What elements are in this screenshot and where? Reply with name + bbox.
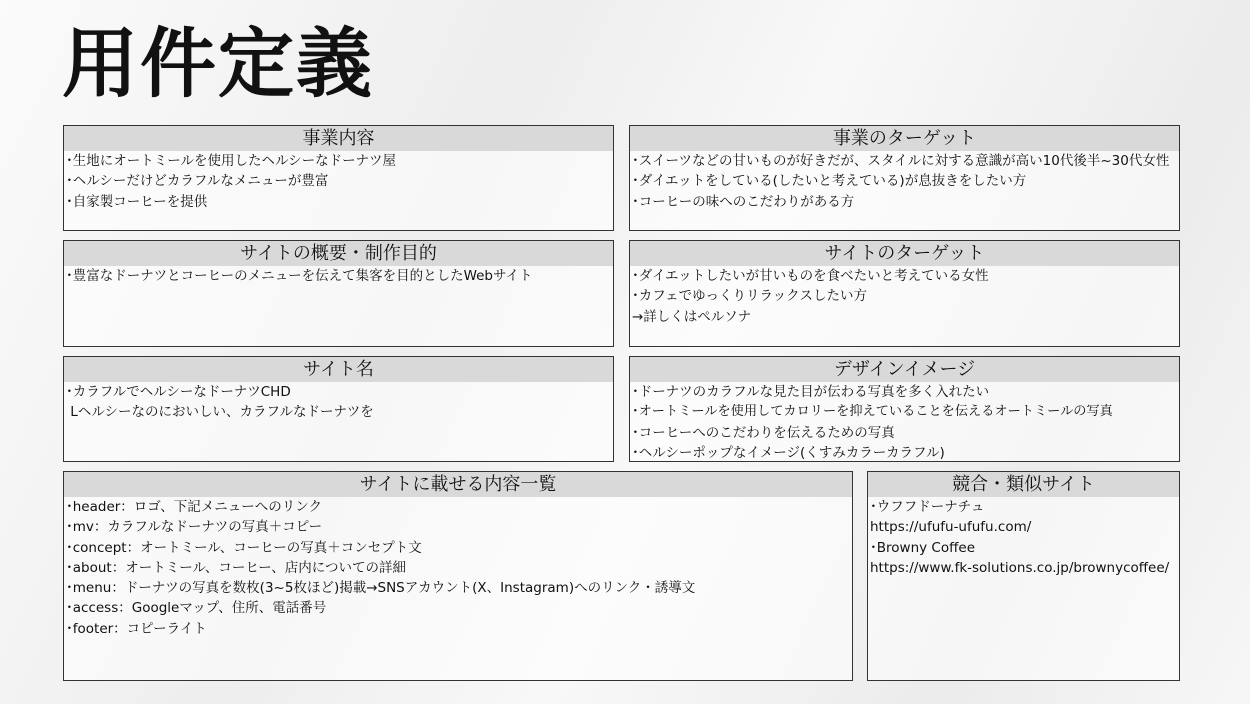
box-heading: 事業内容 [64, 126, 613, 151]
list-item: ･menu：ドーナツの写真を数枚(3~5枚ほど)掲載→SNSアカウント(X、Instagram)へのリンク・誘導文 [66, 580, 696, 597]
site-contents-box [63, 471, 853, 681]
list-item: ･コーヒーへのこだわりを伝えるための写真 [632, 424, 895, 441]
site-name-box [63, 356, 614, 462]
competitor-sites-box [867, 471, 1180, 681]
list-item: ･コーヒーの味へのこだわりがある方 [632, 193, 855, 210]
list-item: ･Browny Coffee [870, 539, 976, 556]
box-heading: 競合・類似サイト [868, 472, 1179, 497]
box-heading: デザインイメージ [630, 357, 1179, 382]
design-image-box [629, 356, 1180, 462]
list-item: ･カフェでゆっくりリラックスしたい方 [632, 288, 868, 305]
competitor-url-link[interactable]: https://ufufu-ufufu.com/ [870, 519, 1032, 536]
box-heading: サイトのターゲット [630, 241, 1179, 266]
list-item: ･ウフフドーナチュ [870, 499, 985, 515]
list-item: ･カラフルでヘルシーなドーナツCHD [66, 384, 291, 400]
list-item: ･ダイエットしたいが甘いものを食べたいと考えている女性 [632, 268, 989, 284]
list-item: ･header：ロゴ、下記メニューへのリンク [66, 499, 322, 515]
persona-link-text: →詳しくはペルソナ [632, 308, 752, 325]
box-heading: サイト名 [64, 357, 613, 382]
list-item: ･access：Googleマップ、住所、電話番号 [66, 600, 327, 617]
list-item: ･ヘルシーだけどカラフルなメニューが豊富 [66, 173, 329, 190]
competitor-url-link[interactable]: https://www.fk-solutions.co.jp/brownycoffee/ [870, 559, 1170, 576]
list-item: ･オートミールを使用してカロリーを抑えていることを伝えるオートミールの写真 [632, 404, 1113, 420]
list-item: ･mv：カラフルなドーナツの写真＋コピー [66, 519, 323, 536]
list-item: ･about：オートミール、コーヒー、店内についての詳細 [66, 559, 407, 576]
site-overview-box [63, 240, 614, 347]
business-target-box [629, 125, 1180, 231]
list-item: ･ダイエットをしている(したいと考えている)が息抜きをしたい方 [632, 173, 1027, 190]
box-heading: サイトの概要・制作目的 [64, 241, 613, 266]
box-heading: サイトに載せる内容一覧 [64, 472, 852, 497]
list-item: Lヘルシーなのにおいしい、カラフルなドーナツを [66, 404, 374, 421]
list-item: ･豊富なドーナツとコーヒーのメニューを伝えて集客を目的としたWebサイト [66, 268, 533, 284]
list-item: ･自家製コーヒーを提供 [66, 193, 208, 210]
list-item: ･スイーツなどの甘いものが好きだが、スタイルに対する意識が高い10代後半~30代女性 [632, 153, 1170, 169]
box-heading: 事業のターゲット [630, 126, 1179, 151]
list-item: ･ドーナツのカラフルな見た目が伝わる写真を多く入れたい [632, 384, 990, 400]
list-item: ･生地にオートミールを使用したヘルシーなドーナツ屋 [66, 153, 397, 169]
site-target-box [629, 240, 1180, 347]
list-item: ･footer：コピーライト [66, 620, 207, 637]
page-title: 用件定義 [62, 19, 374, 108]
list-item: ･ヘルシーポップなイメージ(くすみカラーカラフル) [632, 444, 945, 461]
list-item: ･concept：オートミール、コーヒーの写真＋コンセプト文 [66, 539, 422, 556]
business-content-box [63, 125, 614, 231]
